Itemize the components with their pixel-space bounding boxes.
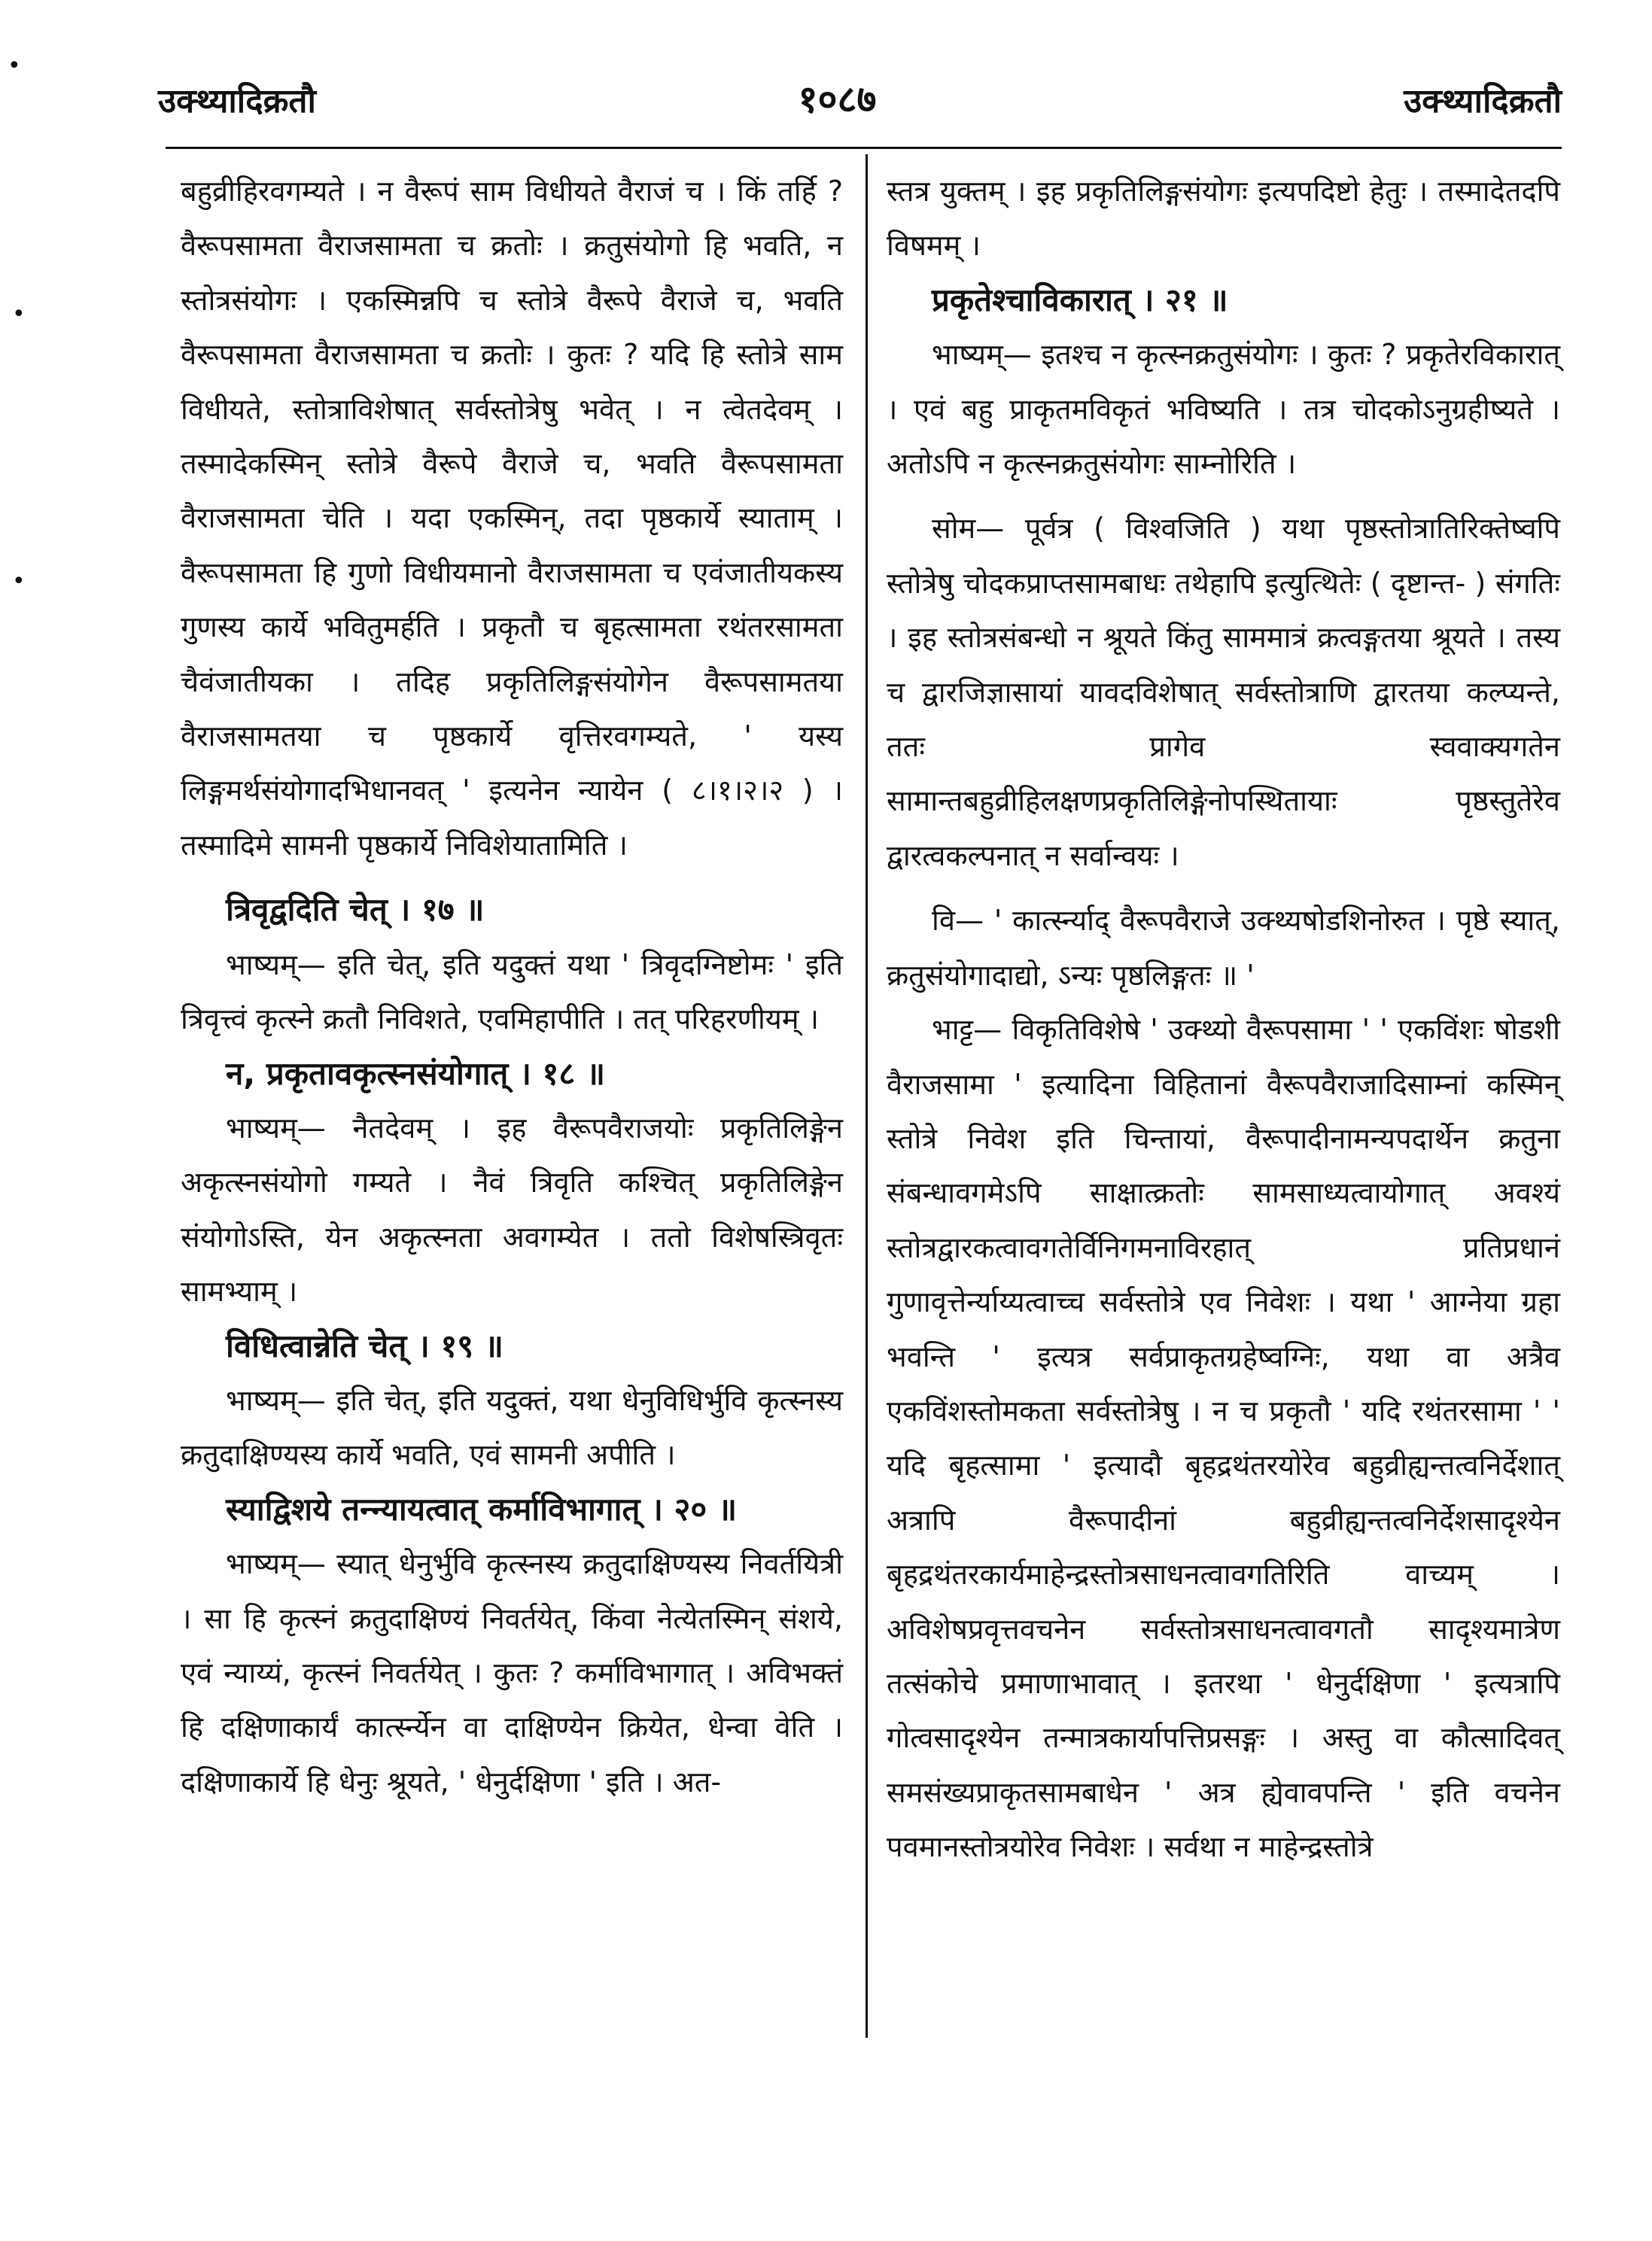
sutra-heading: विधित्वान्नेति चेत् । १९ ॥ <box>226 1327 504 1364</box>
paragraph: स्तत्र युक्तम् । इह प्रकृतिलिङ्गसंयोगः इत्यपदिष्टो हेतुः । तस्मादेतदपि विषमम् । <box>887 175 1560 263</box>
paragraph: भाष्यम्— इति चेत्, इति यदुक्तं यथा ' त्रिवृदग्निष्टोमः ' इति त्रिवृत्त्वं कृत्स्ने क्रतौ निविशते, एवमिहापीति । तत् परिहरणीयम् । <box>181 947 843 1036</box>
sutra-heading: न, प्रकृतावकृत्स्नसंयोगात् । १८ ॥ <box>226 1054 605 1092</box>
running-header <box>113 69 1562 129</box>
scan-mark: • <box>12 568 26 594</box>
paragraph: सोम— पूर्वत्र ( विश्वजिति ) यथा पृष्ठस्तोत्रातिरिक्तेष्वपि स्तोत्रेषु चोदकप्राप्तसामबाधः तथेहापि इत्युत्थितेः ( दृष्टान्त- ) संगतिः । इह स्तोत्रसंबन्धो न श्रूयते किंतु साममात्रं क्रत्वङ्गतया श्रूयते । तस्य च द्वारजिज्ञासायां यावदविशेषात् सर्वस्तोत्राणि द्वारतया कल्प्यन्ते, ततः प्रागेव स्ववाक्यगतेन सामान्तबहुव्रीहिलक्षणप्रकृतिलिङ्गेनोपस्थितायाः पृष्ठस्तुतेरेव द्वारत्वकल्पनात् न सर्वान्वयः । <box>887 512 1560 872</box>
paragraph: भाष्यम्— नैतदेवम् । इह वैरूपवैराजयोः प्रकृतिलिङ्गेन अकृत्स्नसंयोगो गम्यते । नैवं त्रिवृति कश्चित् प्रकृतिलिङ्गेन संयोगोऽस्ति, येन अकृत्स्नता अवगम्येत । ततो विशेषस्त्रिवृतः सामभ्याम् । <box>181 1111 843 1309</box>
scan-mark: • <box>8 53 21 79</box>
page-number: १०८७ <box>798 78 877 121</box>
sutra-heading: त्रिवृद्वदिति चेत् । १७ ॥ <box>226 891 485 929</box>
sutra-heading: स्याद्विशये तन्न्यायत्वात् कर्माविभागात् । २० ॥ <box>226 1490 738 1528</box>
header-right-title: उक्थ्यादिक्रतौ <box>1404 82 1562 120</box>
paragraph: भाष्यम्— इतश्च न कृत्स्नक्रतुसंयोगः । कुतः ? प्रकृतेरविकारात् । एवं बहु प्राकृतमविकृतं भविष्यति । तत्र चोदकोऽनुग्रहीष्यते । अतोऽपि न कृत्स्नक्रतुसंयोगः साम्नोरिति । <box>887 338 1560 481</box>
header-rule <box>166 147 1562 149</box>
right-column <box>887 164 1560 1875</box>
column-divider <box>866 154 868 2038</box>
paragraph: बहुव्रीहिरवगम्यते । न वैरूपं साम विधीयते वैराजं च । किं तर्हि ? वैरूपसामता वैराजसामता च क्रतोः । क्रतुसंयोगो हि भवति, न स्तोत्रसंयोगः । एकस्मिन्नपि च स्तोत्रे वैरूपे वैराजे च, भवति वैरूपसामता वैराजसामता च क्रतोः । कुतः ? यदि हि स्तोत्रे साम विधीयते, स्तोत्राविशेषात् सर्वस्तोत्रेषु भवेत् । न त्वेतदेवम् । तस्मादेकस्मिन् स्तोत्रे वैरूपे वैराजे च, भवति वैरूपसामता वैराजसामता चेति । यदा एकस्मिन्, तदा पृष्ठकार्ये स्याताम् । वैरूपसामता हि गुणो विधीयमानो वैराजसामता च एवंजातीयकस्य गुणस्य कार्ये भवितुमर्हति । प्रकृतौ च बृहत्सामता रथंतरसामता चैवंजातीयका । तदिह प्रकृतिलिङ्गसंयोगेन वैरूपसामतया वैराजसामतया च पृष्ठकार्ये वृत्तिरवगम्यते, ' यस्य लिङ्गमर्थसंयोगादभिधानवत् ' इत्यनेन न्यायेन ( ८।१।२।२ ) । तस्मादिमे सामनी पृष्ठकार्ये निविशेयातामिति । <box>181 175 843 862</box>
paragraph: भाष्यम्— स्यात् धेनुर्भुवि कृत्स्नस्य क्रतुदाक्षिण्यस्य निवर्तयित्री । सा हि कृत्स्नं क्रतुदाक्षिण्यं निवर्तयेत्, किंवा नेत्येतस्मिन् संशये, एवं न्याय्यं, कृत्स्नं निवर्तयेत् । कुतः ? कर्माविभागात् । अविभक्तं हि दक्षिणाकार्यं कार्त्स्न्येन वा दाक्षिण्येन क्रियेत, धेन्वा वेति । दक्षिणाकार्ये हि धेनुः श्रूयते, ' धेनुर्दक्षिणा ' इति । अत- <box>181 1547 843 1799</box>
paragraph: भाष्यम्— इति चेत्, इति यदुक्तं, यथा धेनुविधिर्भुवि कृत्स्नस्य क्रतुदाक्षिण्यस्य कार्ये भवति, एवं सामनी अपीति । <box>181 1383 843 1472</box>
paragraph: भाट्ट— विकृतिविशेषे ' उक्थ्यो वैरूपसामा ' ' एकविंशः षोडशी वैराजसामा ' इत्यादिना विहितानां वैरूपवैराजादिसाम्नां कस्मिन् स्तोत्रे निवेश इति चिन्तायां, वैरूपादीनामन्यपदार्थेन क्रतुना संबन्धावगमेऽपि साक्षात्क्रतोः सामसाध्यत्वायोगात् अवश्यं स्तोत्रद्वारकत्वावगतेर्विनिगमनाविरहात् प्रतिप्रधानं गुणावृत्तेर्न्याय्यत्वाच्च सर्वस्तोत्रे एव निवेशः । यथा ' आग्नेया ग्रहा भवन्ति ' इत्यत्र सर्वप्राकृतग्रहेष्वग्निः, यथा वा अत्रैव एकविंशस्तोमकता सर्वस्तोत्रेषु । न च प्रकृतौ ' यदि रथंतरसामा ' ' यदि बृहत्सामा ' इत्यादौ बृहद्रथंतरयोरेव बहुव्रीह्यन्तत्वनिर्देशात् अत्रापि वैरूपादीनां बहुव्रीह्यन्तत्वनिर्देशसादृश्येन बृहद्रथंतरकार्यमाहेन्द्रस्तोत्रसाधनत्वावगतिरिति वाच्यम् । अविशेषप्रवृत्तवचनेन सर्वस्तोत्रसाधनत्वावगतौ सादृश्यमात्रेण तत्संकोचे प्रमाणाभावात् । इतरथा ' धेनुर्दक्षिणा ' इत्यत्रापि गोत्वसादृश्येन तन्मात्रकार्यापत्तिप्रसङ्गः । अस्तु वा कौत्सादिवत् समसंख्यप्राकृतसामबाधेन ' अत्र ह्येवावपन्ति ' इति वचनेन पवमानस्तोत्रयोरेव निवेशः । सर्वथा न माहेन्द्रस्तोत्रे <box>887 1013 1560 1864</box>
header-left-title: उक्थ्यादिक्रतौ <box>158 82 316 120</box>
paragraph: वि— ' कार्त्स्न्याद् वैरूपवैराजे उक्थ्यषोडशिनोरुत । पृष्ठे स्यात्, क्रतुसंयोगादाद्यो, ऽन्यः पृष्ठलिङ्गतः ॥ ' <box>887 904 1560 992</box>
scan-mark: • <box>12 301 26 327</box>
sutra-heading: प्रकृतेश्चाविकारात् । २१ ॥ <box>932 281 1228 318</box>
left-column <box>181 164 843 1809</box>
